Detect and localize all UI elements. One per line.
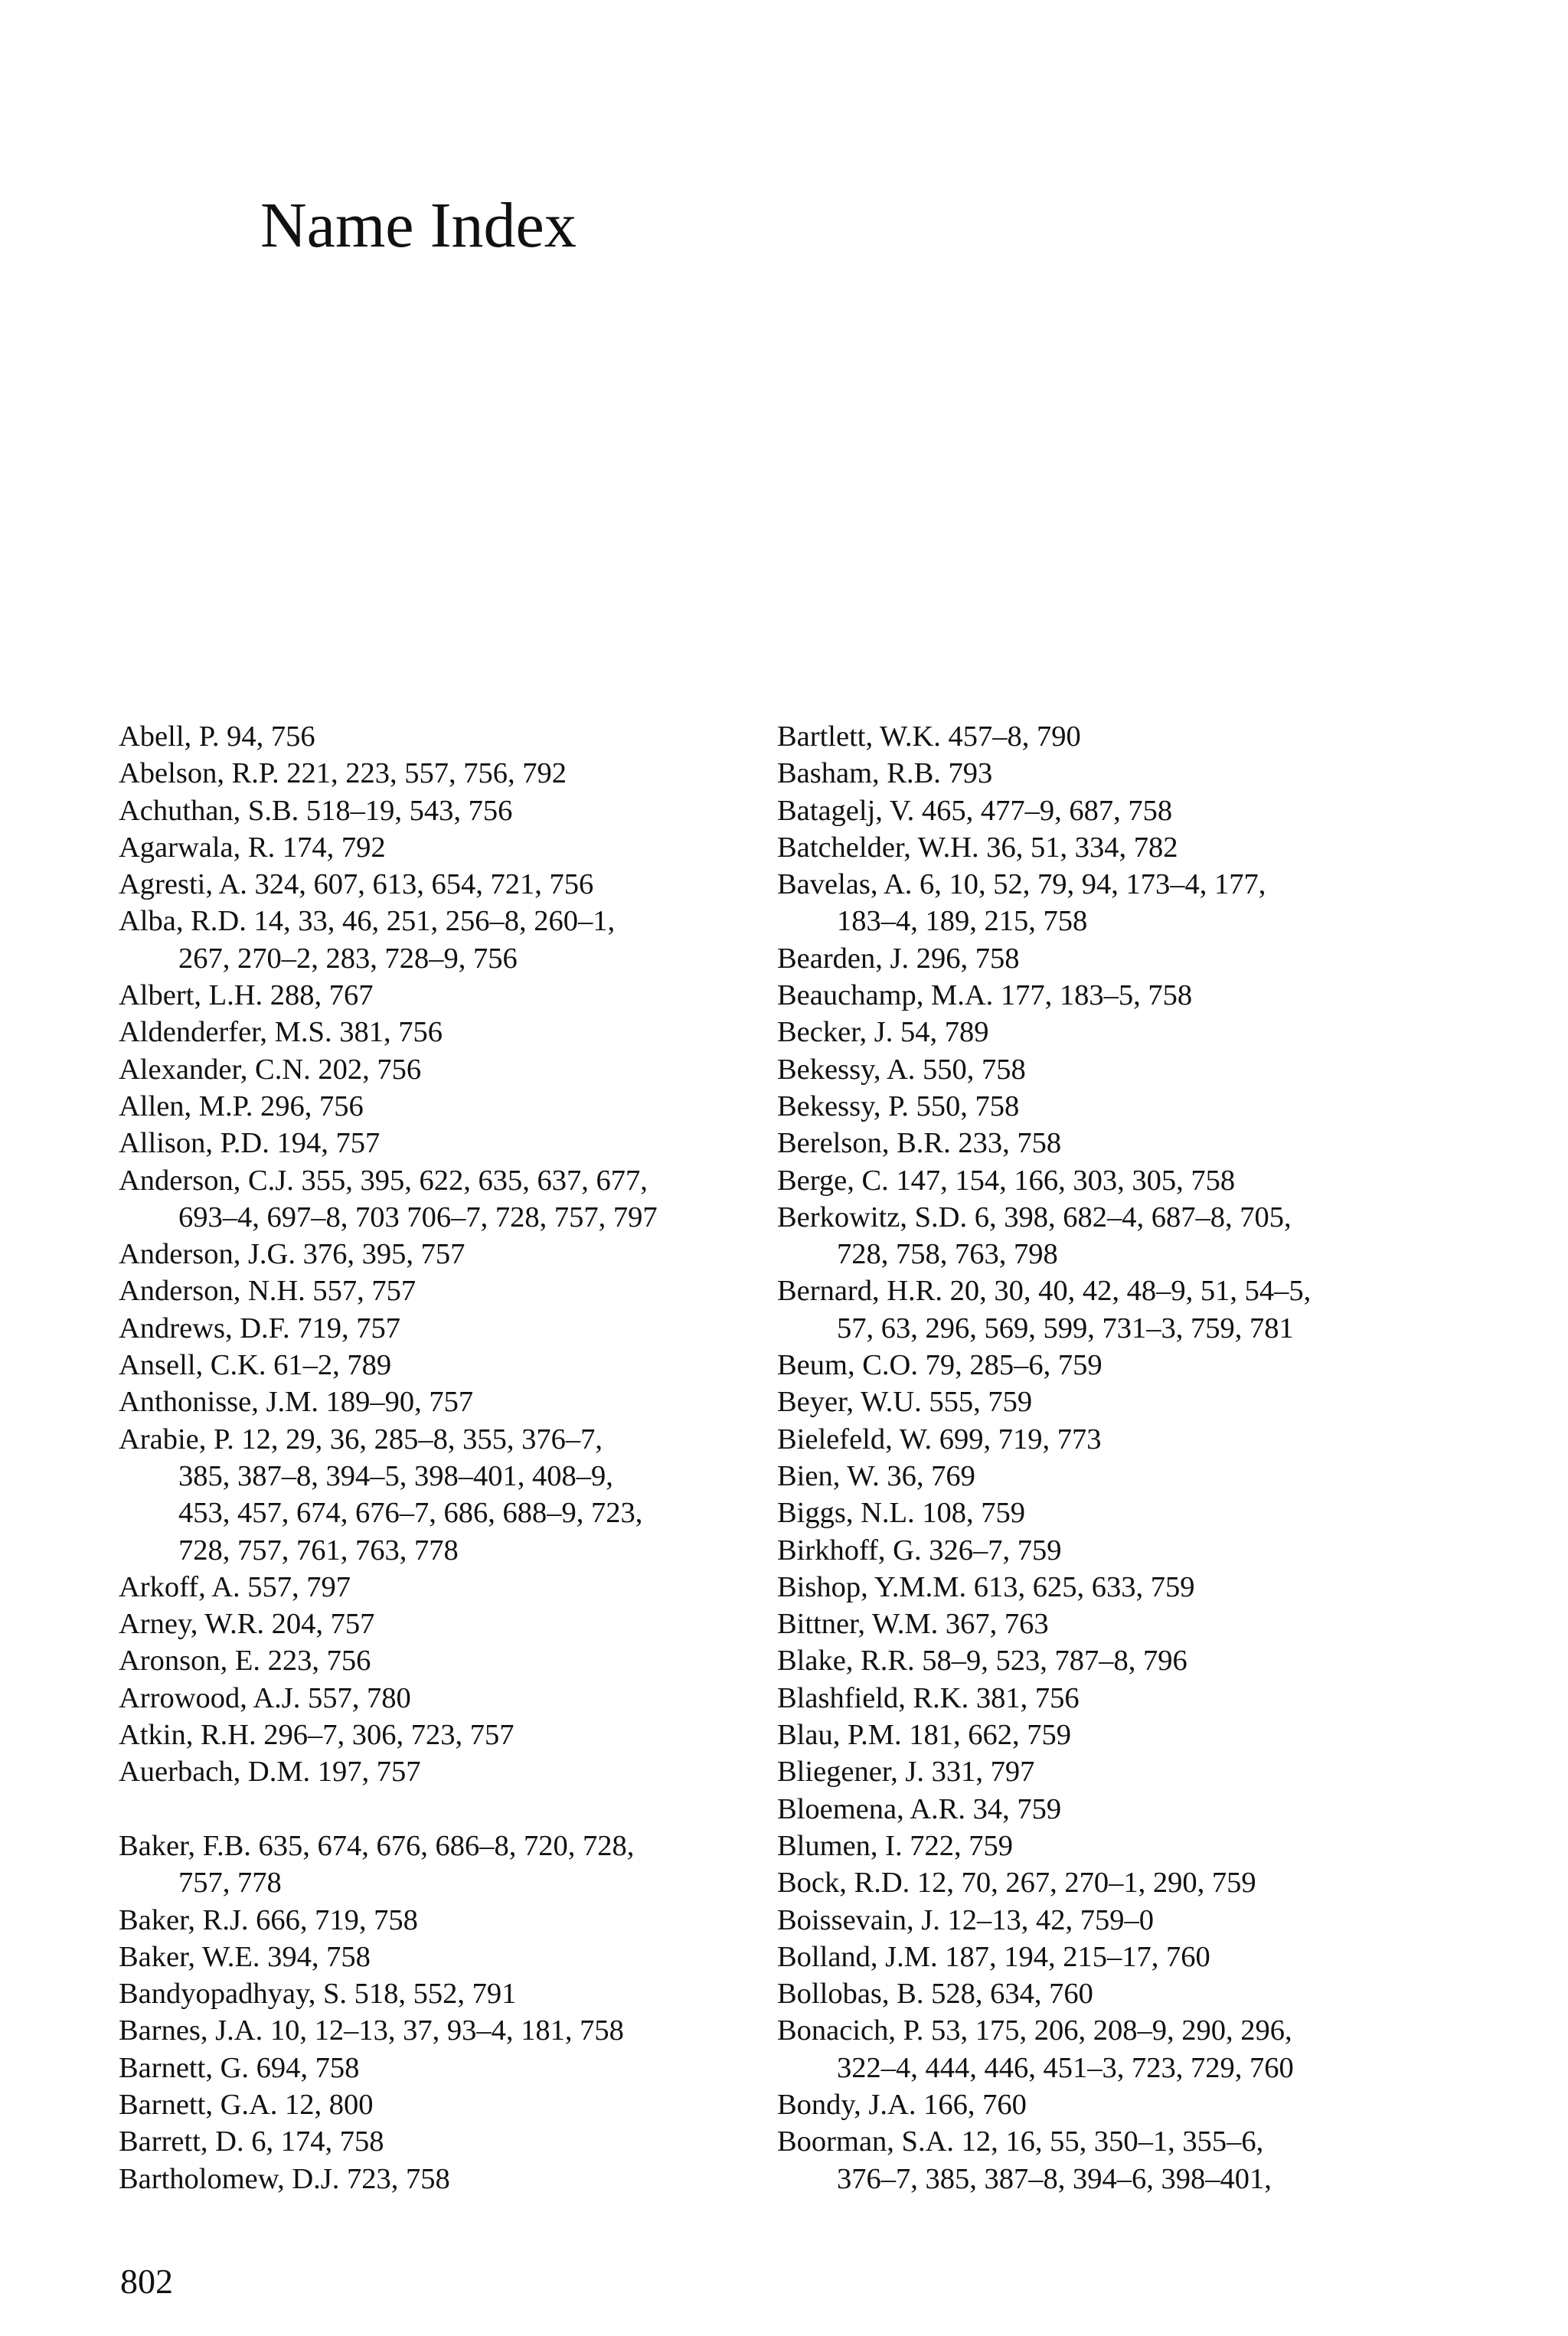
index-entry-line: Blashfield, R.K. 381, 756 (777, 1681, 1080, 1714)
index-entry (777, 829, 1466, 866)
index-entry (777, 1975, 1466, 2012)
index-entry-line: Anderson, J.G. 376, 395, 757 (119, 1238, 466, 1271)
index-entry-line: Aronson, E. 223, 756 (119, 1645, 371, 1678)
page-number: 802 (120, 2262, 173, 2301)
index-entry-line: Beyer, W.U. 555, 759 (777, 1386, 1033, 1419)
index-entry (119, 1939, 777, 1975)
index-entry-continuation: 376–7, 385, 387–8, 394–6, 398–401, (837, 2162, 1272, 2195)
index-entry-line: Andrews, D.F. 719, 757 (119, 1312, 401, 1344)
index-entry-line: Alexander, C.N. 202, 756 (119, 1053, 422, 1086)
index-entry-line: Bavelas, A. 6, 10, 52, 79, 94, 173–4, 177, (777, 868, 1266, 901)
index-entry (119, 1236, 777, 1273)
index-entry (777, 1532, 1466, 1569)
index-entry (119, 1273, 777, 1309)
index-entry (119, 977, 777, 1014)
index-entry-line: Bittner, W.M. 367, 763 (777, 1608, 1049, 1641)
index-entry-line: Bloemena, A.R. 34, 759 (777, 1792, 1062, 1825)
index-entry (119, 1347, 777, 1384)
index-entry-line: Anderson, C.J. 355, 395, 622, 635, 637, 677, (119, 1164, 648, 1197)
index-entry (777, 1273, 1466, 1347)
index-entry (777, 792, 1466, 829)
index-entry-line: Batchelder, W.H. 36, 51, 334, 782 (777, 831, 1178, 864)
index-entry-line: Albert, L.H. 288, 767 (119, 979, 374, 1012)
index-entry (119, 1125, 777, 1161)
index-entry-line: Bolland, J.M. 187, 194, 215–17, 760 (777, 1940, 1210, 1973)
index-entry (119, 2161, 777, 2197)
index-entry (119, 2012, 777, 2049)
index-entry (777, 755, 1466, 792)
index-entry-line: Ansell, C.K. 61–2, 789 (119, 1349, 392, 1382)
index-entry (777, 718, 1466, 755)
index-entry-line: Baker, F.B. 635, 674, 676, 686–8, 720, 728, (119, 1829, 635, 1862)
index-entry (119, 2123, 777, 2160)
index-entry-line: Baker, W.E. 394, 758 (119, 1940, 371, 1973)
index-entry-line: Berelson, B.R. 233, 758 (777, 1127, 1062, 1160)
index-entry (119, 1753, 777, 1790)
index-entry-line: Bekessy, A. 550, 758 (777, 1053, 1026, 1086)
index-entry (777, 2086, 1466, 2123)
index-entry (777, 1421, 1466, 1458)
index-entry-line: Anderson, N.H. 557, 757 (119, 1275, 416, 1308)
index-entry (119, 1642, 777, 1679)
index-entry (777, 1495, 1466, 1531)
index-entry (119, 1717, 777, 1753)
index-entry-line: Auerbach, D.M. 197, 757 (119, 1756, 421, 1789)
index-entry (777, 1680, 1466, 1717)
index-entry (777, 1864, 1466, 1901)
index-entry (777, 1014, 1466, 1050)
index-entry-line: Agarwala, R. 174, 792 (119, 831, 386, 864)
index-entry (777, 1199, 1466, 1273)
index-entry-continuation: 453, 457, 674, 676–7, 686, 688–9, 723, (178, 1497, 643, 1530)
index-entry-line: Bock, R.D. 12, 70, 267, 270–1, 290, 759 (777, 1867, 1256, 1900)
index-entry-line: Barnes, J.A. 10, 12–13, 37, 93–4, 181, 758 (119, 2014, 624, 2047)
index-entry-line: Allison, P.D. 194, 757 (119, 1127, 381, 1160)
index-entry-line: Birkhoff, G. 326–7, 759 (777, 1534, 1062, 1567)
index-entry-continuation: 267, 270–2, 283, 728–9, 756 (178, 942, 518, 975)
letter-group-gap (119, 1791, 777, 1828)
index-entry (119, 1975, 777, 2012)
index-entry-line: Arney, W.R. 204, 757 (119, 1608, 375, 1641)
index-entry-line: Bliegener, J. 331, 797 (777, 1756, 1035, 1789)
index-entry (119, 1014, 777, 1050)
index-entry-continuation: 385, 387–8, 394–5, 398–401, 408–9, (178, 1459, 613, 1492)
index-entry (777, 1162, 1466, 1199)
index-entry-line: Bernard, H.R. 20, 30, 40, 42, 48–9, 51, 54–5, (777, 1275, 1312, 1308)
index-entry (777, 1606, 1466, 1642)
index-entry (777, 866, 1466, 940)
index-entry-line: Atkin, R.H. 296–7, 306, 723, 757 (119, 1719, 514, 1752)
index-entry-line: Bearden, J. 296, 758 (777, 942, 1020, 975)
index-entry (777, 1939, 1466, 1975)
index-entry-line: Bollobas, B. 528, 634, 760 (777, 1978, 1093, 2011)
index-entry (119, 903, 777, 977)
index-entry-continuation: 728, 758, 763, 798 (837, 1238, 1058, 1271)
index-entry-line: Bien, W. 36, 769 (777, 1459, 975, 1492)
index-entry (777, 1125, 1466, 1161)
index-entry-line: Barrett, D. 6, 174, 758 (119, 2125, 384, 2158)
index-entry-line: Bandyopadhyay, S. 518, 552, 791 (119, 1978, 517, 2011)
index-entry-line: Beauchamp, M.A. 177, 183–5, 758 (777, 979, 1193, 1012)
index-entry (119, 1421, 777, 1569)
index-entry (777, 1828, 1466, 1864)
index-entry-line: Baker, R.J. 666, 719, 758 (119, 1903, 418, 1936)
index-entry-line: Bekessy, P. 550, 758 (777, 1090, 1020, 1122)
index-entry (777, 1347, 1466, 1384)
index-entry (119, 792, 777, 829)
index-entry (119, 1051, 777, 1088)
index-entry-line: Alba, R.D. 14, 33, 46, 251, 256–8, 260–1, (119, 905, 616, 938)
index-entry-line: Boorman, S.A. 12, 16, 55, 350–1, 355–6, (777, 2125, 1264, 2158)
index-column-right (777, 718, 1466, 2197)
index-entry (777, 1051, 1466, 1088)
index-entry-continuation: 693–4, 697–8, 703 706–7, 728, 757, 797 (178, 1201, 658, 1233)
index-entry (119, 755, 777, 792)
index-entry-continuation: 728, 757, 761, 763, 778 (178, 1534, 459, 1567)
index-entry (119, 1162, 777, 1237)
index-entry-continuation: 322–4, 444, 446, 451–3, 723, 729, 760 (837, 2051, 1294, 2084)
index-entry-line: Abelson, R.P. 221, 223, 557, 756, 792 (119, 757, 567, 790)
index-entry-line: Blau, P.M. 181, 662, 759 (777, 1719, 1071, 1752)
index-entry-line: Bishop, Y.M.M. 613, 625, 633, 759 (777, 1570, 1195, 1603)
index-entry-line: Bartholomew, D.J. 723, 758 (119, 2162, 450, 2195)
index-entry-line: Blake, R.R. 58–9, 523, 787–8, 796 (777, 1645, 1187, 1678)
index-entry-line: Bonacich, P. 53, 175, 206, 208–9, 290, 296, (777, 2014, 1292, 2047)
index-entry-line: Allen, M.P. 296, 756 (119, 1090, 364, 1122)
index-entry-line: Arabie, P. 12, 29, 36, 285–8, 355, 376–7, (119, 1423, 603, 1456)
index-entry (777, 1902, 1466, 1939)
index-entry (119, 1088, 777, 1125)
index-entry (777, 1717, 1466, 1753)
index-entry-line: Basham, R.B. 793 (777, 757, 993, 790)
index-entry (777, 940, 1466, 977)
index-entry-continuation: 57, 63, 296, 569, 599, 731–3, 759, 781 (837, 1312, 1294, 1344)
index-entry (119, 829, 777, 866)
index-entry (777, 1753, 1466, 1790)
index-entry-continuation: 183–4, 189, 215, 758 (837, 905, 1088, 938)
index-entry (119, 1902, 777, 1939)
index-entry (777, 2123, 1466, 2197)
index-entry (119, 1569, 777, 1606)
index-entry-line: Batagelj, V. 465, 477–9, 687, 758 (777, 794, 1173, 827)
index-entry (119, 866, 777, 903)
index-entry-line: Aldenderfer, M.S. 381, 756 (119, 1016, 443, 1049)
index-entry (119, 2050, 777, 2086)
index-entry (119, 1384, 777, 1420)
index-entry-line: Abell, P. 94, 756 (119, 720, 315, 753)
index-entry (777, 1642, 1466, 1679)
index-entry (119, 2086, 777, 2123)
index-entry-line: Bondy, J.A. 166, 760 (777, 2088, 1027, 2121)
index-entry (777, 1569, 1466, 1606)
index-entry-line: Beum, C.O. 79, 285–6, 759 (777, 1349, 1102, 1382)
index-entry-line: Blumen, I. 722, 759 (777, 1829, 1013, 1862)
index-entry-line: Berge, C. 147, 154, 166, 303, 305, 758 (777, 1164, 1236, 1197)
index-entry-line: Arrowood, A.J. 557, 780 (119, 1681, 411, 1714)
index-entry-line: Agresti, A. 324, 607, 613, 654, 721, 756 (119, 868, 594, 901)
index-entry-line: Boissevain, J. 12–13, 42, 759–0 (777, 1903, 1154, 1936)
index-entry-line: Berkowitz, S.D. 6, 398, 682–4, 687–8, 705, (777, 1201, 1292, 1233)
index-entry (777, 2012, 1466, 2086)
index-entry-line: Arkoff, A. 557, 797 (119, 1570, 351, 1603)
index-entry (777, 1384, 1466, 1420)
index-entry-continuation: 757, 778 (178, 1867, 282, 1900)
index-entry (119, 1680, 777, 1717)
index-entry-line: Barnett, G. 694, 758 (119, 2051, 360, 2084)
index-entry-line: Bielefeld, W. 699, 719, 773 (777, 1423, 1102, 1456)
page-title: Name Index (260, 190, 577, 261)
index-entry (119, 1606, 777, 1642)
index-entry (777, 1791, 1466, 1828)
index-entry-line: Bartlett, W.K. 457–8, 790 (777, 720, 1081, 753)
index-entry-line: Barnett, G.A. 12, 800 (119, 2088, 374, 2121)
index-entry-line: Biggs, N.L. 108, 759 (777, 1497, 1026, 1530)
index-entry-line: Achuthan, S.B. 518–19, 543, 756 (119, 794, 513, 827)
index-entry (119, 1310, 777, 1347)
index-entry (777, 977, 1466, 1014)
index-entry (119, 1828, 777, 1902)
index-entry (777, 1458, 1466, 1495)
index-entry-line: Anthonisse, J.M. 189–90, 757 (119, 1386, 474, 1419)
index-entry (777, 1088, 1466, 1125)
index-column-left (119, 718, 777, 2197)
index-entry (119, 718, 777, 755)
index-entry-line: Becker, J. 54, 789 (777, 1016, 989, 1049)
